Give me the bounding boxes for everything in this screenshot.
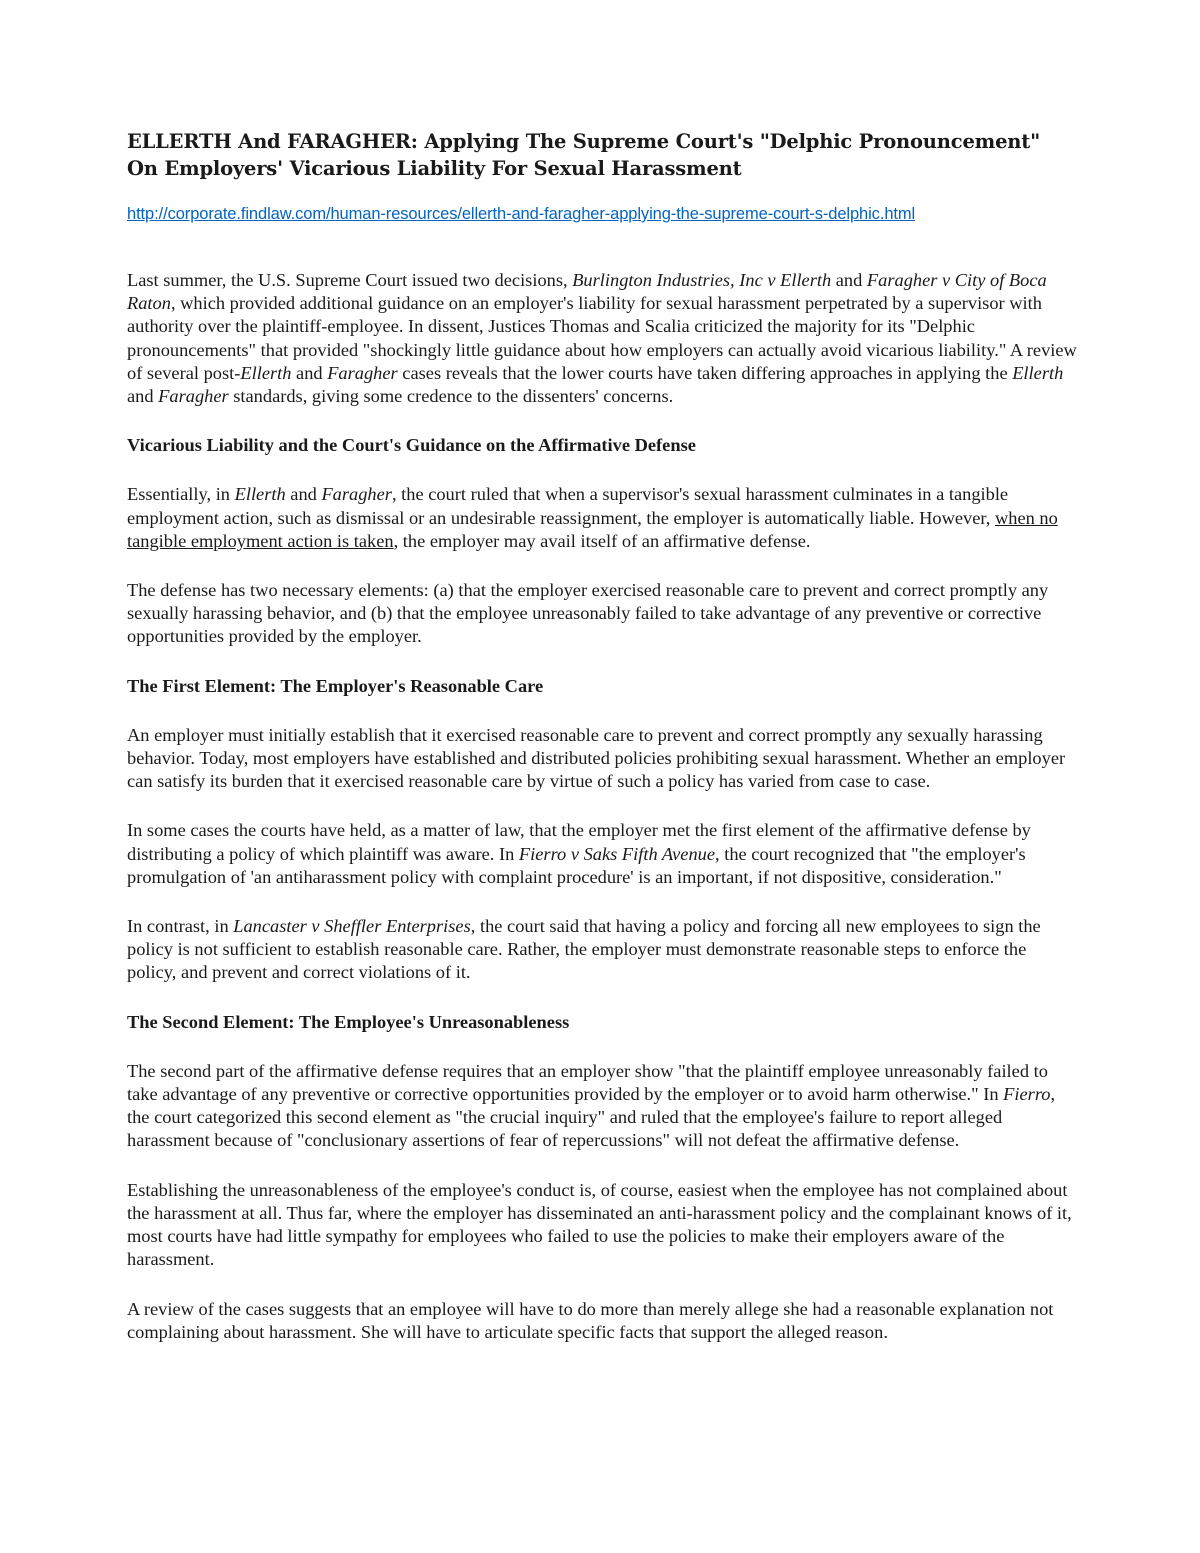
paragraph: An employer must initially establish that it exercised reasonable care to prevent and correct promptly any sexually harassing behavior. Today, most employers have established and distributed policies prohibiting sexual harassment. Whether an employer can satisfy its burden that it exercised reasonable care by virtue of such a policy has varied from case to case. xyxy=(127,724,1066,792)
paragraph: Essentially, in Ellerth and Faragher, the court ruled that when a supervisor's sexual harassment culminates in a tangible employment action, such as dismissal or an undesirable reassignment, the employer is automatically liable. However, when no tangible employment action is taken, the employer may avail itself of an affirmative defense. xyxy=(127,484,1058,551)
case-name: Ellerth xyxy=(240,362,292,383)
case-name: Ellerth xyxy=(1012,362,1064,383)
case-name: Burlington Industries, Inc v Ellerth xyxy=(572,270,832,290)
case-name: Ellerth xyxy=(234,484,286,505)
case-name: Faragher v City of Boca Raton xyxy=(127,270,1047,314)
paragraph: In contrast, in Lancaster v Sheffler Enterprises, the court said that having a policy and forcing all new employees to sign the policy is not sufficient to establish reasonable care. Rather, the employer must demonstrate reasonable steps to enforce the policy, and prevent and correct violations of it. xyxy=(127,916,1041,983)
case-name: Lancaster v Sheffler Enterprises xyxy=(233,916,471,937)
paragraph: In some cases the courts have held, as a matter of law, that the employer met the first element of the affirmative defense by distributing a policy of which plaintiff was aware. In Fierro v Saks Fifth Avenue, the court recognized that "the employer's promulgation of 'an antiharassment policy with complaint procedure' is an important, if not dispositive, consideration." xyxy=(127,820,1031,887)
case-name: Faragher xyxy=(327,362,398,383)
section-heading-first-element: The First Element: The Employer's Reasonable Care xyxy=(127,675,544,696)
paragraph: A review of the cases suggests that an employee will have to do more than merely allege she had a reasonable explanation not complaining about harassment. She will have to articulate specific facts that support the alleged reason. xyxy=(127,1298,1054,1342)
paragraph: The second part of the affirmative defense requires that an employer show "that the plaintiff employee unreasonably failed to take advantage of any preventive or corrective opportunities provided by the employer or to avoid harm otherwise." In Fierro, the court categorized this second element as "the crucial inquiry" and ruled that the employee's failure to report alleged harassment because of "conclusionary assertions of fear of repercussions" will not defeat the affirmative defense. xyxy=(127,1060,1056,1151)
document-page xyxy=(127,128,1077,1344)
case-name: Fierro v Saks Fifth Avenue xyxy=(518,843,716,864)
source-link[interactable]: http://corporate.findlaw.com/human-resources/ellerth-and-faragher-applying-the-supreme-court-s-delphic.html xyxy=(127,205,916,223)
case-name: Faragher xyxy=(158,386,229,407)
paragraph: Establishing the unreasonableness of the employee's conduct is, of course, easiest when the employee has not complained about the harassment at all. Thus far, where the employer has disseminated an anti-harassment policy and the complainant knows of it, most courts have had little sympathy for employees who failed to use the policies to make their employers aware of the harassment. xyxy=(127,1179,1072,1270)
section-heading-second-element: The Second Element: The Employee's Unreasonableness xyxy=(127,1011,570,1032)
section-heading-vicarious-liability: Vicarious Liability and the Court's Guidance on the Affirmative Defense xyxy=(127,435,696,456)
intro-paragraph: Last summer, the U.S. Supreme Court issued two decisions, Burlington Industries, Inc v Ellerth and Faragher v City of Boca Raton, which provided additional guidance on an employer's liability for sexual harassment perpetrated by a supervisor with authority over the plaintiff-employee. In dissent, Justices Thomas and Scalia criticized the majority for its "Delphic pronouncements" that provided "shockingly little guidance about how employers can actually avoid vicarious liability." A review of several post-Ellerth and Faragher cases reveals that the lower courts have taken differing approaches in applying the Ellerth and Faragher standards, giving some credence to the dissenters' concerns. xyxy=(127,270,1077,407)
underlined-phrase: when no tangible employment action is taken xyxy=(127,507,1058,551)
case-name: Faragher xyxy=(321,484,392,505)
case-name: Fierro xyxy=(1003,1084,1051,1105)
paragraph: The defense has two necessary elements: (a) that the employer exercised reasonable care to prevent and correct promptly any sexually harassing behavior, and (b) that the employee unreasonably failed to take advantage of any preventive or corrective opportunities provided by the employer. xyxy=(127,580,1049,647)
document-title: ELLERTH And FARAGHER: Applying The Supreme Court's "Delphic Pronouncement" On Employers' Vicarious Liability For Sexual Harassment xyxy=(127,130,1041,180)
